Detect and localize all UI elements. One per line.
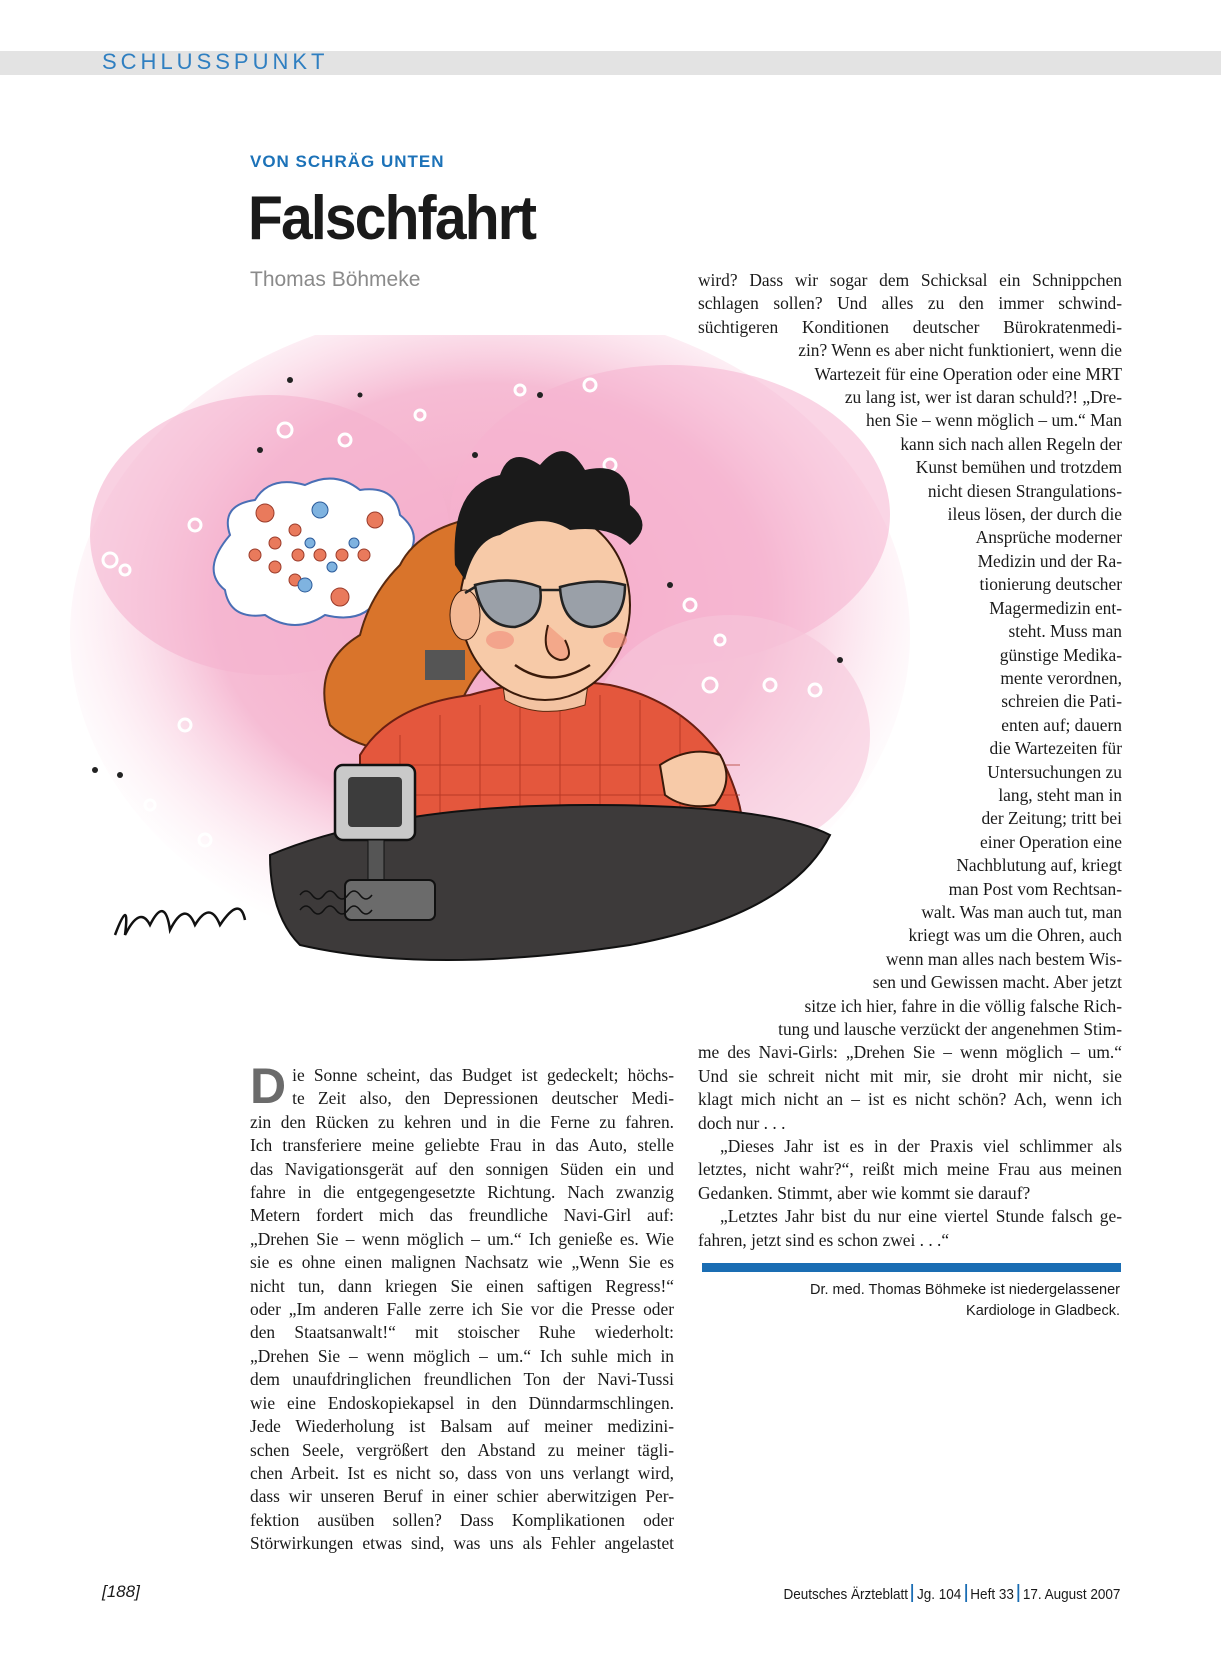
- text-line: „Dieses Jahr ist es in der Praxis viel schlimmer als: [720, 1136, 1122, 1157]
- text-line: Störwirkungen etwas sind, was uns als Fehler angelastet: [250, 1533, 674, 1554]
- text-line: dass wir unseren Beruf in einer schier aberwitzigen Per-: [250, 1486, 674, 1507]
- text-line: Ansprüche moderner: [975, 527, 1122, 548]
- text-line: wenn man alles nach bestem Wis-: [885, 948, 1122, 969]
- text-line: „Letztes Jahr bist du nur eine viertel Stunde falsch ge-: [720, 1206, 1122, 1227]
- text-line: einer Operation eine: [980, 831, 1122, 852]
- text-line: tionierung deutscher: [979, 574, 1122, 595]
- article-kicker: VON SCHRÄG UNTEN: [250, 152, 445, 171]
- footer-separator: [911, 1584, 913, 1602]
- text-line: süchtigeren Konditionen deutscher Bürokratenmedi-: [698, 316, 1122, 337]
- text-line: Untersuchungen zu: [987, 761, 1122, 782]
- text-line: fektion ausüben sollen? Dass Komplikationen oder: [250, 1509, 674, 1530]
- author-bio-line: Kardiologe in Gladbeck.: [966, 1303, 1120, 1319]
- text-line: klagt mich nicht an – ist es nicht schön? Ach, wenn ich: [698, 1089, 1122, 1110]
- text-line: schreien die Pati-: [1001, 691, 1122, 712]
- author-bio: [760, 1280, 1120, 1322]
- text-line: Metern fordert mich das freundliche Navi-Girl auf:: [250, 1205, 674, 1226]
- text-line: kann sich nach allen Regeln der: [900, 433, 1122, 454]
- section-label: SCHLUSSPUNKT: [102, 49, 329, 74]
- text-line: steht. Muss man: [1008, 621, 1122, 642]
- text-line: Jede Wiederholung ist Balsam auf meiner medizini-: [250, 1416, 674, 1437]
- article-author: Thomas Böhmeke: [250, 268, 421, 291]
- text-line: fahre in die entgegengesetzte Richtung. Nach zwanzig: [250, 1182, 674, 1203]
- text-line: den Staatsanwalt!“ mit stoischer Ruhe wiederholt:: [250, 1322, 674, 1343]
- text-line: oder „Im anderen Falle zerre ich Sie vor die Presse oder: [250, 1299, 674, 1320]
- article-column-left: [250, 1058, 674, 1556]
- end-rule: [702, 1263, 1121, 1272]
- text-line: hen Sie – wenn möglich – um.“ Man: [866, 410, 1122, 431]
- text-line: ie Sonne scheint, das Budget ist gedeckelt; höchs-: [292, 1065, 674, 1085]
- text-line: mente verordnen,: [1000, 667, 1122, 688]
- text-line: zin den Rücken zu kehren und in die Ferne zu fahren.: [250, 1111, 674, 1132]
- text-line: doch nur . . .: [698, 1112, 786, 1133]
- text-line: zu lang ist, wer ist daran schuld?! „Dre-: [844, 387, 1122, 408]
- text-line: nicht tun, dann kriegen Sie einen saftigen Regress!“: [250, 1275, 674, 1296]
- text-line: me des Navi-Girls: „Drehen Sie – wenn möglich – um.“: [698, 1042, 1122, 1063]
- text-line: „Drehen Sie – wenn möglich – um.“ Ich genieße es. Wie: [250, 1228, 674, 1249]
- text-line: Und sie schreit nicht mit mir, sie droht mir nicht, sie: [698, 1065, 1122, 1086]
- text-line: Gedanken. Stimmt, aber wie kommt sie darauf?: [698, 1182, 1031, 1203]
- text-line: fahren, jetzt sind es schon zwei . . .“: [698, 1229, 950, 1250]
- text-line: dem unaufdringlichen freundlichen Ton der Navi-Tussi: [250, 1369, 674, 1390]
- text-line: die Wartezeiten für: [989, 738, 1122, 759]
- text-line: schlagen sollen? Und alles zu den immer schwind-: [698, 293, 1122, 314]
- footer-separator: [1017, 1584, 1019, 1602]
- footer-separator: [964, 1584, 966, 1602]
- text-line: Wartezeit für eine Operation oder eine MRT: [814, 363, 1122, 384]
- text-line: te Zeit also, den Depressionen deutscher Medi-: [292, 1088, 674, 1109]
- text-line: kriegt was um die Ohren, auch: [908, 925, 1122, 946]
- text-line: sen und Gewissen macht. Aber jetzt: [872, 972, 1122, 993]
- text-line: Magermedizin ent-: [989, 597, 1122, 618]
- text-line: walt. Was man auch tut, man: [921, 901, 1122, 922]
- journal-volume: Jg. 104: [916, 1586, 961, 1603]
- author-bio-line: Dr. med. Thomas Böhmeke ist niedergelassener: [809, 1282, 1120, 1298]
- text-line: man Post vom Rechtsan-: [948, 878, 1122, 899]
- journal-issue: Heft 33: [969, 1586, 1014, 1603]
- footer-citation: [783, 1584, 1120, 1603]
- text-line: „Drehen Sie – wenn möglich – um.“ Ich suhle mich in: [250, 1345, 674, 1366]
- text-line: tung und lausche verzückt der angenehmen Stim-: [778, 1019, 1122, 1039]
- text-line: chen Arbeit. Ist es nicht so, dass von uns verlangt wird,: [250, 1462, 674, 1483]
- text-line: ileus lösen, der durch die: [947, 504, 1122, 525]
- article-title: Falschfahrt: [248, 184, 536, 253]
- article-column-right: [698, 269, 1122, 1252]
- text-line: Kunst bemühen und trotzdem: [915, 457, 1122, 478]
- text-line: letztes, nicht wahr?“, reißt mich meine Frau aus meinen: [698, 1159, 1122, 1180]
- journal-name: Deutsches Ärzteblatt: [783, 1586, 908, 1603]
- text-line: lang, steht man in: [998, 784, 1122, 805]
- text-line: Medizin und der Ra-: [977, 550, 1122, 571]
- text-line: Ich transferiere meine geliebte Frau in das Auto, stelle: [250, 1135, 674, 1156]
- text-line: günstige Medika-: [999, 644, 1122, 665]
- text-line: Nachblutung auf, kriegt: [956, 855, 1122, 876]
- text-line: wie eine Endoskopiekapsel in den Dünndarmschlingen.: [250, 1392, 674, 1413]
- text-line: sie es ohne einen malignen Nachsatz wie „Wenn Sie es: [250, 1252, 674, 1273]
- text-line: enten auf; dauern: [1001, 714, 1122, 735]
- text-line: schen Seele, vergrößert den Abstand zu meiner tägli-: [250, 1439, 674, 1460]
- page-number: [188]: [102, 1582, 140, 1601]
- text-line: wird? Dass wir sogar dem Schicksal ein Schnippchen: [698, 270, 1122, 290]
- text-line: sitze ich hier, fahre in die völlig falsche Rich-: [804, 995, 1122, 1016]
- text-line: nicht diesen Strangulations-: [927, 480, 1122, 501]
- text-line: der Zeitung; tritt bei: [981, 808, 1122, 829]
- text-line: das Navigationsgerät auf den sonnigen Süden ein und: [250, 1158, 674, 1179]
- article-dropcap: D: [250, 1058, 287, 1114]
- text-line: zin? Wenn es aber nicht funktioniert, wenn die: [798, 340, 1122, 361]
- journal-date: 17. August 2007: [1022, 1586, 1120, 1603]
